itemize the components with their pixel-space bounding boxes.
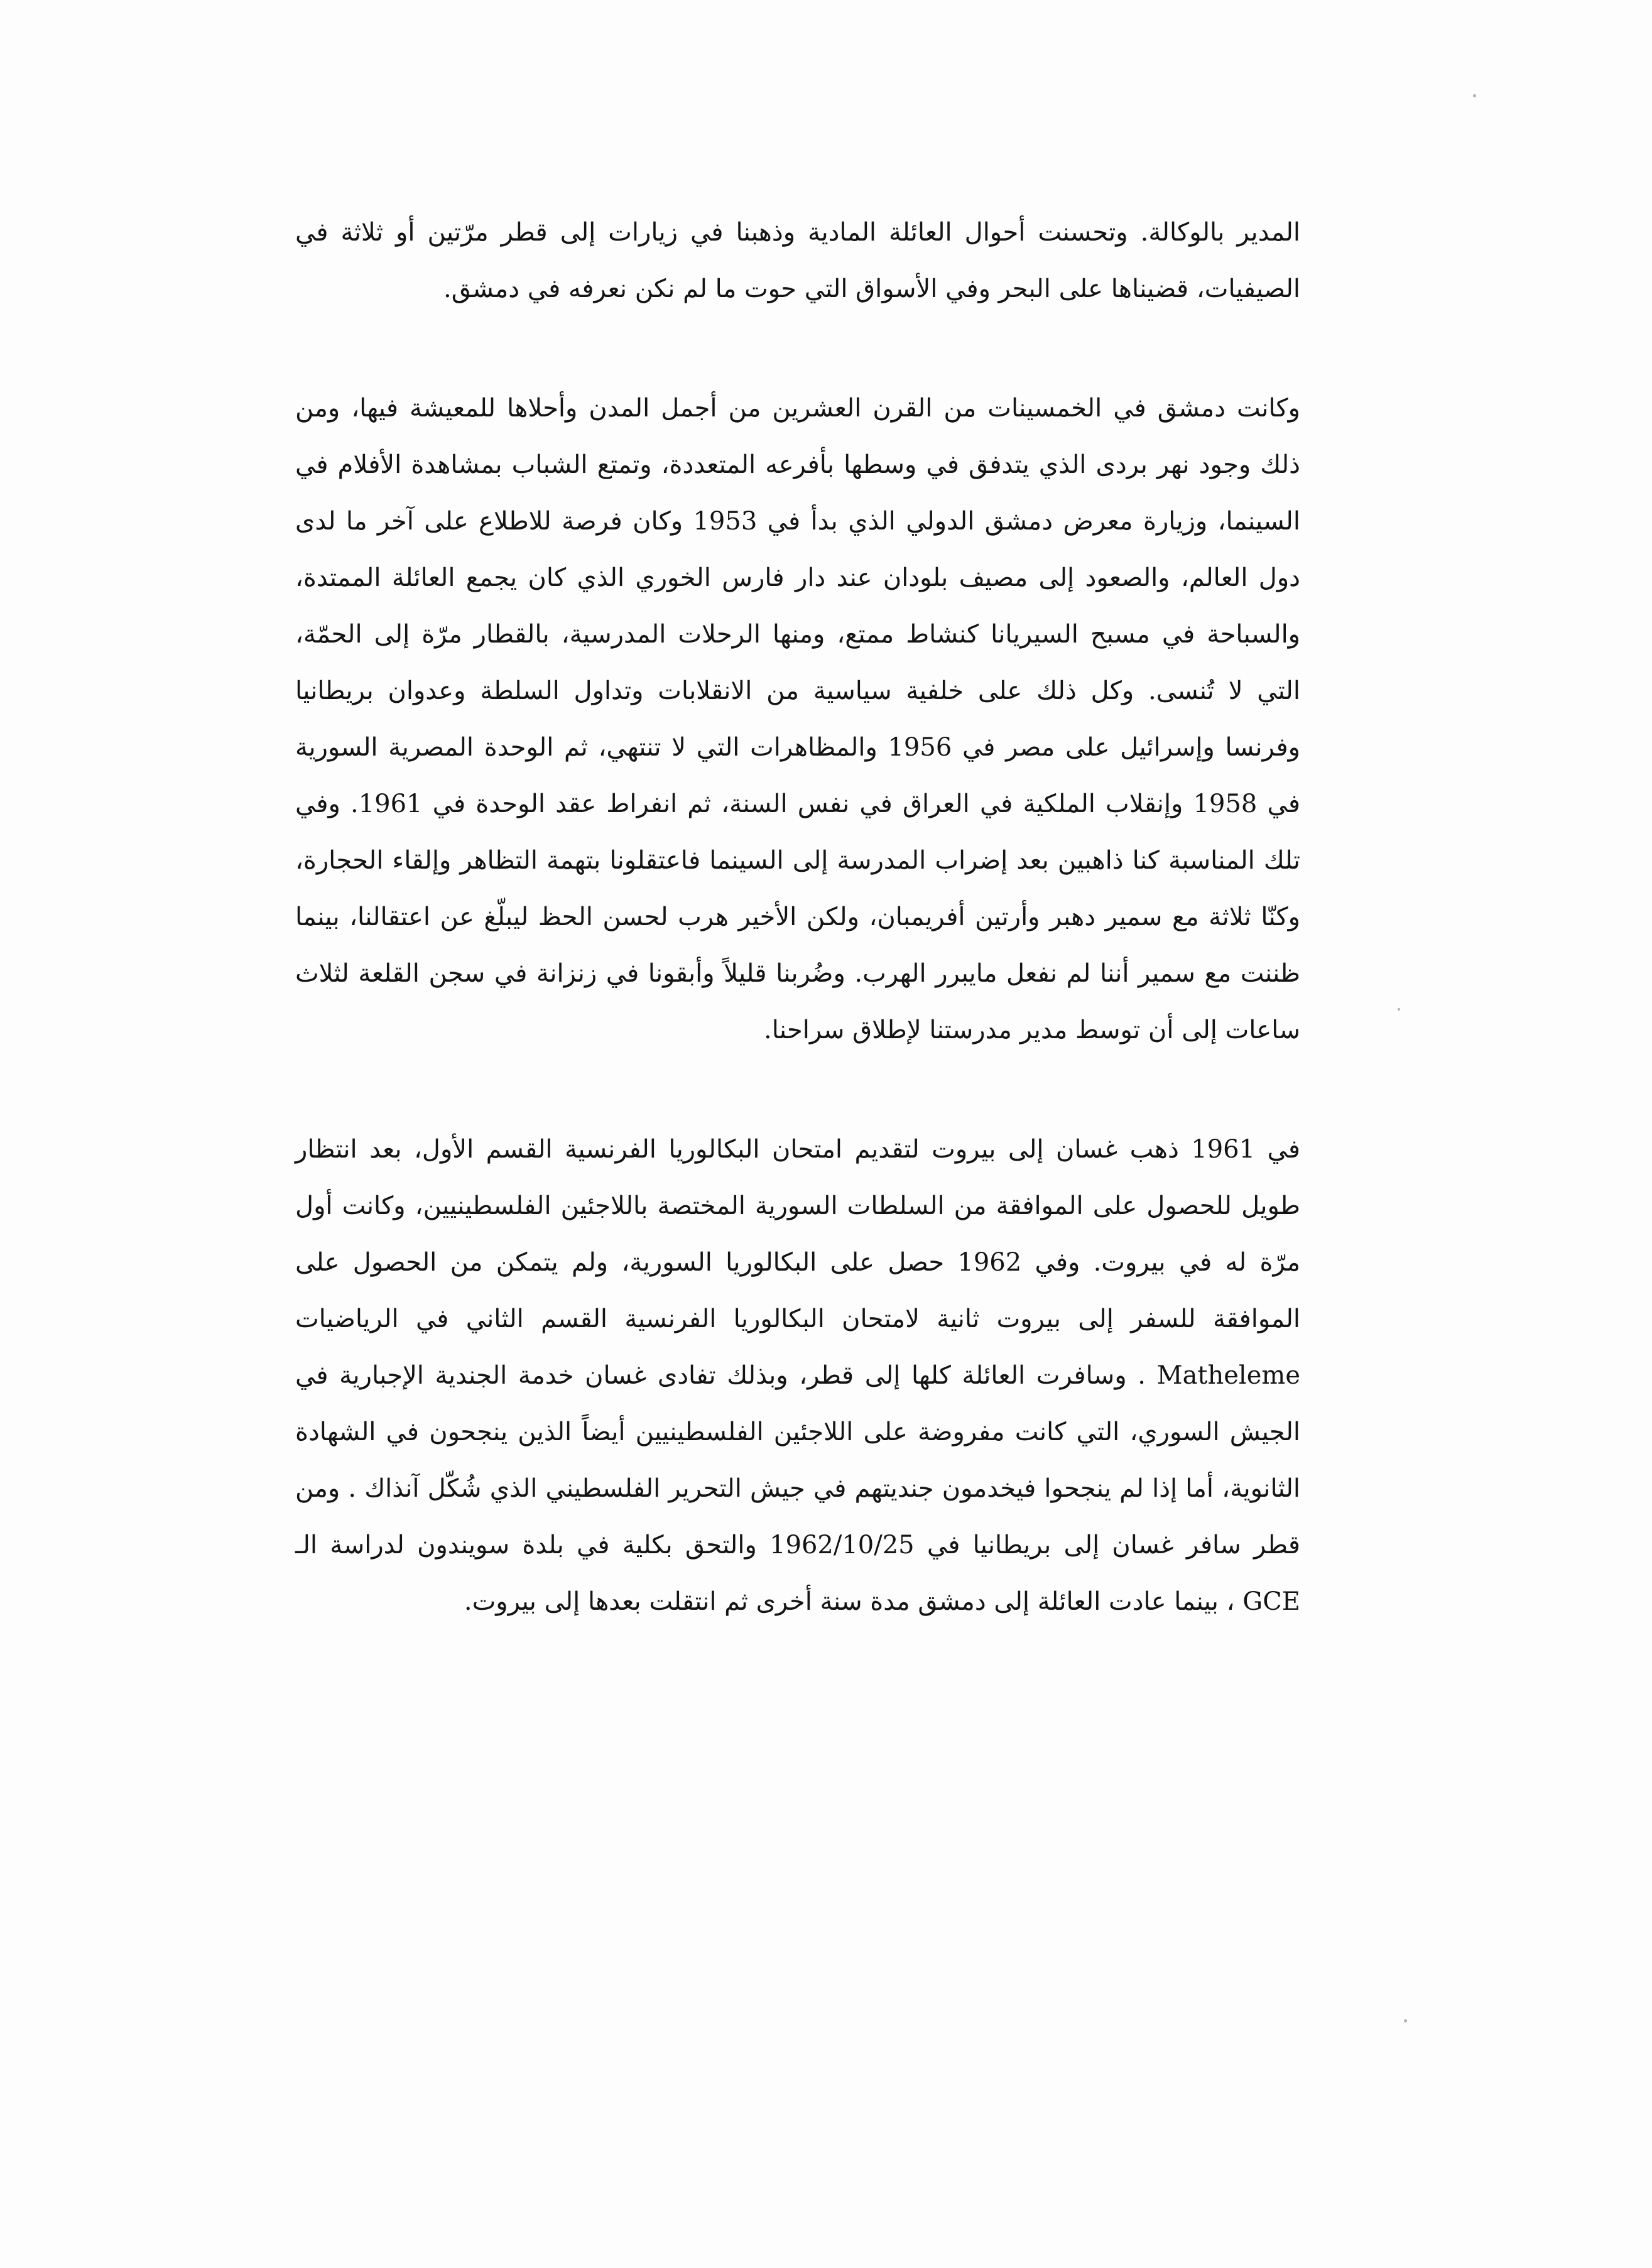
paragraph-1: المدير بالوكالة. وتحسنت أحوال العائلة المادية وذهبنا في زيارات إلى قطر مرّتين أو ثلاثة في الصيفيات، قضيناها على البحر وفي الأسواق التي حوت ما لم نكن نعرفه في دمشق. bbox=[295, 218, 1301, 303]
scan-speck bbox=[1404, 2019, 1407, 2022]
scan-speck bbox=[1473, 94, 1476, 97]
paragraph-2: وكانت دمشق في الخمسينات من القرن العشرين من أجمل المدن وأحلاها للمعيشة فيها، ومن ذلك وجود نهر بردى الذي يتدفق في وسطها بأفرعه المتعددة، وتمتع الشباب بمشاهدة الأفلام في السينما، وزيارة معرض دمشق الدولي الذي بدأ في 1953 وكان فرصة للاطلاع على آخر ما لدى دول العالم، والصعود إلى مصيف بلودان عند دار فارس الخوري الذي كان يجمع العائلة الممتدة، والسباحة في مسبح السيريانا كنشاط ممتع، ومنها الرحلات المدرسية، بالقطار مرّة إلى الحمّة، التي لا تُنسى. وكل ذلك على خلفية سياسية من الانقلابات وتداول السلطة وعدوان بريطانيا وفرنسا وإسرائيل على مصر في 1956 والمظاهرات التي لا تنتهي، ثم الوحدة المصرية السورية في 1958 وإنقلاب الملكية في العراق في نفس السنة، ثم انفراط عقد الوحدة في 1961. وفي تلك المناسبة كنا ذاهبين بعد إضراب المدرسة إلى السينما فاعتقلونا بتهمة التظاهر وإلقاء الحجارة، وكنّا ثلاثة مع سمير دهبر وأرتين أفريمبان، ولكن الأخير هرب لحسن الحظ ليبلّغ عن اعتقالنا، بينما ظننت مع سمير أننا لم نفعل مايبرر الهرب. وضُربنا قليلاً وأبقونا في زنزانة في سجن القلعة لثلاث ساعات إلى أن توسط مدير مدرستنا لإطلاق سراحنا. bbox=[295, 394, 1301, 1044]
document-body bbox=[295, 204, 1300, 1693]
paragraph-3: في 1961 ذهب غسان إلى بيروت لتقديم امتحان البكالوريا الفرنسية القسم الأول، بعد انتظار طويل للحصول على الموافقة من السلطات السورية المختصة باللاجئين الفلسطينيين، وكانت أول مرّة له في بيروت. وفي 1962 حصل على البكالوريا السورية، ولم يتمكن من الحصول على الموافقة للسفر إلى بيروت ثانية لامتحان البكالوريا الفرنسية القسم الثاني في الرياضيات Matheleme . وسافرت العائلة كلها إلى قطر، وبذلك تفادى غسان خدمة الجندية الإجبارية في الجيش السوري، التي كانت مفروضة على اللاجئين الفلسطينيين أيضاً الذين ينجحون في الشهادة الثانوية، أما إذا لم ينجحوا فيخدمون جنديتهم في جيش التحرير الفلسطيني الذي شُكّل آنذاك . ومن قطر سافر غسان إلى بريطانيا في 1962/10/25 والتحق بكلية في بلدة سويندون لدراسة الـ GCE ، بينما عادت العائلة إلى دمشق مدة سنة أخرى ثم انتقلت بعدها إلى بيروت. bbox=[295, 1135, 1300, 1616]
scan-speck bbox=[1398, 1008, 1400, 1011]
